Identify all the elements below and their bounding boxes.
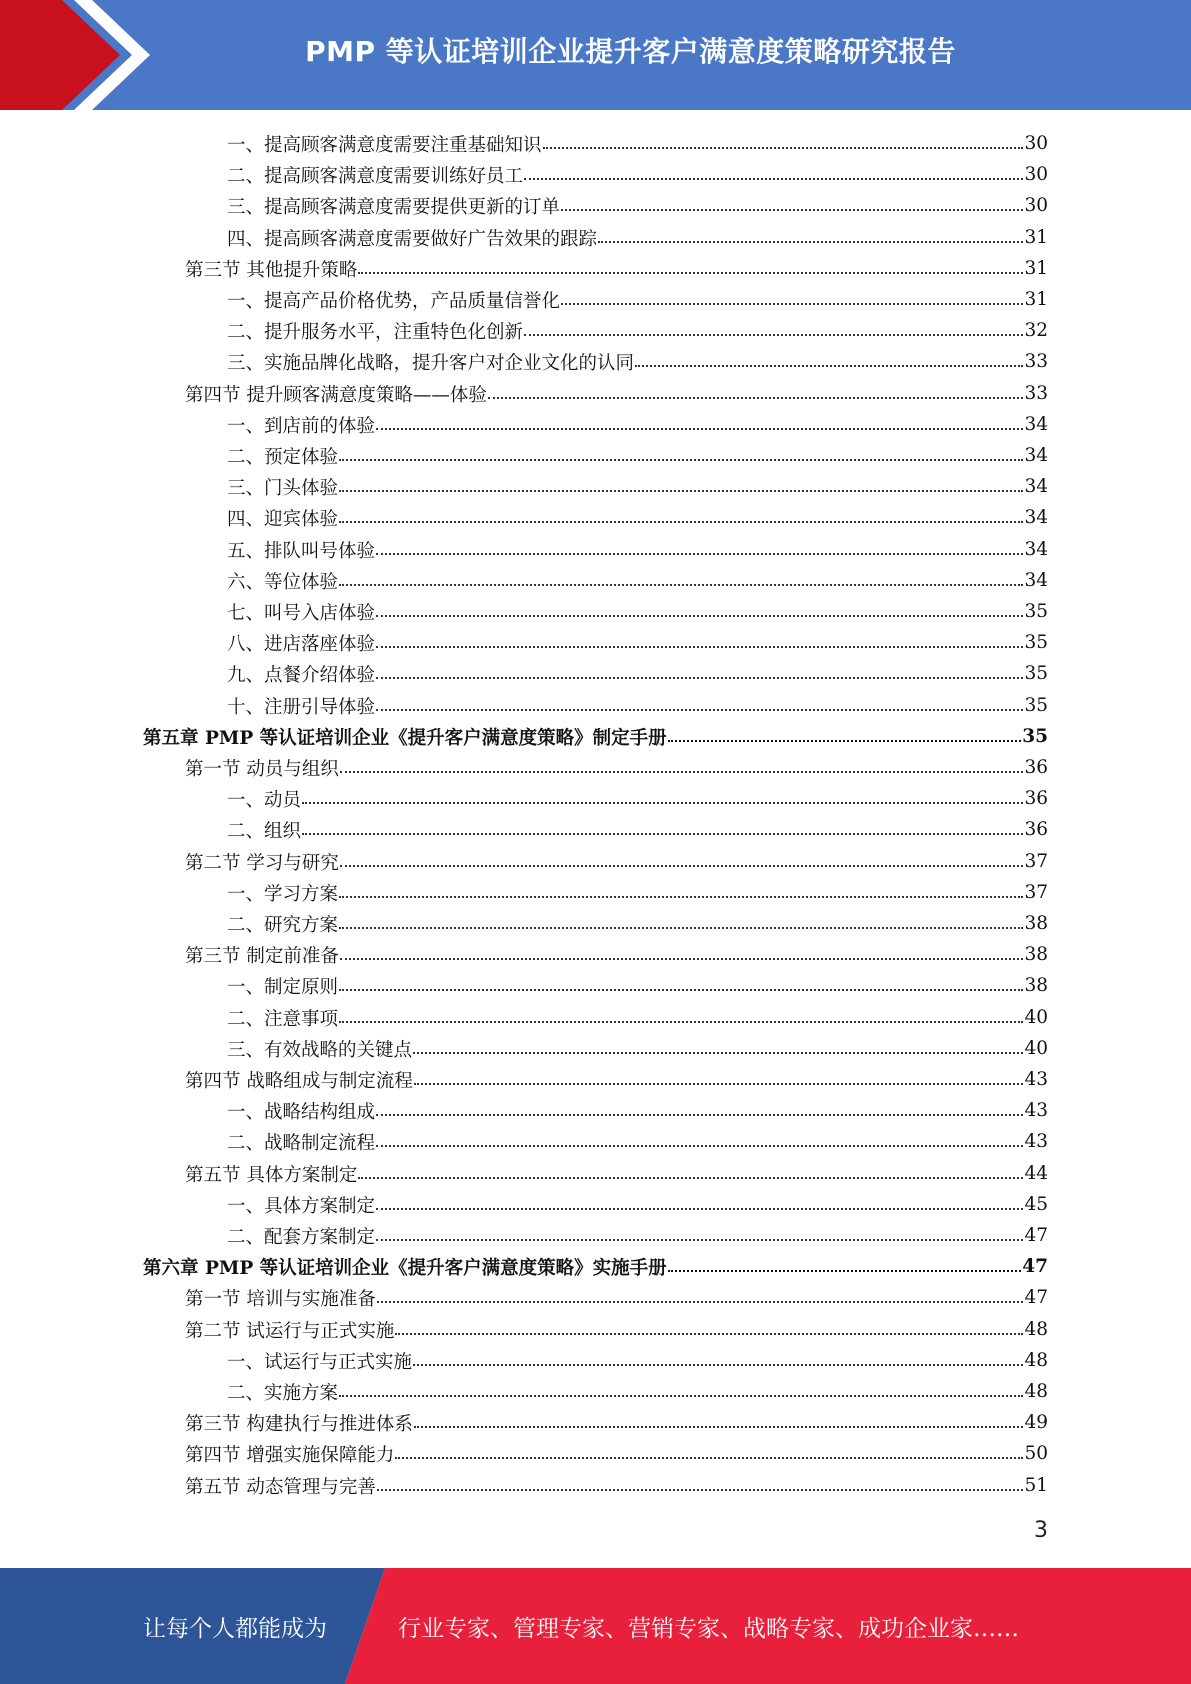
toc-dot-leader (413, 1364, 1023, 1366)
toc-dot-leader (376, 553, 1023, 555)
toc-entry-page: 48 (1024, 1381, 1048, 1402)
toc-entry[interactable] (227, 1220, 1048, 1251)
toc-entry-title: 第六章 PMP 等认证培训企业《提升客户满意度策略》实施手册 (143, 1257, 667, 1279)
toc-entry[interactable] (227, 690, 1048, 721)
toc-entry[interactable] (185, 1064, 1048, 1095)
toc-dot-leader (302, 833, 1023, 835)
toc-dot-leader (339, 896, 1023, 898)
page-footer (0, 1568, 1191, 1684)
toc-entry[interactable] (227, 1345, 1048, 1376)
toc-entry[interactable] (227, 534, 1048, 565)
toc-entry[interactable] (227, 596, 1048, 627)
toc-entry-page: 40 (1024, 1038, 1048, 1059)
toc-entry-page: 48 (1024, 1319, 1048, 1340)
toc-dot-leader (339, 1021, 1023, 1023)
toc-entry-title: 第二节 学习与研究 (185, 852, 339, 874)
toc-entry-title: 七、叫号入店体验 (227, 602, 376, 624)
toc-entry-title: 二、注意事项 (227, 1008, 339, 1030)
toc-entry[interactable] (227, 471, 1048, 502)
toc-dot-leader (524, 178, 1023, 180)
toc-dot-leader (414, 1426, 1024, 1428)
toc-dot-leader (376, 1114, 1023, 1116)
toc-entry[interactable] (185, 1314, 1048, 1345)
toc-entry-title: 第五章 PMP 等认证培训企业《提升客户满意度策略》制定手册 (143, 727, 667, 749)
toc-entry-page: 38 (1024, 944, 1048, 965)
toc-entry-title: 二、提升服务水平，注重特色化创新 (227, 321, 524, 343)
toc-entry-page: 32 (1024, 320, 1048, 341)
toc-entry-page: 35 (1024, 601, 1048, 622)
toc-entry-page: 34 (1024, 570, 1048, 591)
toc-entry-title: 第五节 具体方案制定 (185, 1164, 358, 1186)
toc-entry-page: 43 (1024, 1100, 1048, 1121)
toc-entry-title: 第二节 试运行与正式实施 (185, 1320, 395, 1342)
toc-entry-title: 一、学习方案 (227, 883, 339, 905)
toc-entry[interactable] (185, 1282, 1048, 1313)
toc-entry[interactable] (227, 658, 1048, 689)
toc-entry[interactable] (227, 908, 1048, 939)
toc-entry-page: 34 (1024, 539, 1048, 560)
toc-entry-page: 36 (1024, 757, 1048, 778)
toc-entry[interactable] (185, 752, 1048, 783)
toc-entry[interactable] (227, 1189, 1048, 1220)
toc-entry-title: 一、具体方案制定 (227, 1195, 376, 1217)
toc-entry[interactable] (227, 1376, 1048, 1407)
toc-entry-page: 34 (1024, 507, 1048, 528)
toc-entry-title: 第五节 动态管理与完善 (185, 1476, 376, 1498)
toc-entry[interactable] (227, 409, 1048, 440)
toc-entry[interactable] (227, 128, 1048, 159)
toc-entry-page: 35 (1022, 726, 1048, 747)
toc-entry-page: 35 (1024, 695, 1048, 716)
toc-entry[interactable] (185, 846, 1048, 877)
toc-entry[interactable] (143, 721, 1048, 752)
toc-entry-page: 31 (1024, 258, 1048, 279)
toc-entry-title: 二、战略制定流程 (227, 1132, 376, 1154)
toc-dot-leader (598, 241, 1023, 243)
toc-entry[interactable] (227, 1126, 1048, 1157)
toc-entry-title: 一、到店前的体验 (227, 415, 376, 437)
toc-entry[interactable] (227, 627, 1048, 658)
toc-dot-leader (376, 1145, 1023, 1147)
toc-entry-page: 40 (1024, 1007, 1048, 1028)
toc-dot-leader (339, 490, 1023, 492)
toc-entry-title: 四、提高顾客满意度需要做好广告效果的跟踪 (227, 228, 598, 250)
toc-entry-page: 43 (1024, 1069, 1048, 1090)
toc-entry-title: 第四节 增强实施保障能力 (185, 1444, 395, 1466)
toc-entry[interactable] (227, 814, 1048, 845)
toc-entry-title: 一、提高顾客满意度需要注重基础知识 (227, 134, 542, 156)
toc-entry-page: 36 (1024, 819, 1048, 840)
toc-entry-page: 35 (1024, 663, 1048, 684)
toc-entry-page: 51 (1024, 1475, 1048, 1496)
toc-dot-leader (395, 1333, 1023, 1335)
toc-entry[interactable] (227, 440, 1048, 471)
toc-dot-leader (376, 615, 1023, 617)
toc-dot-leader (376, 1239, 1023, 1241)
toc-entry-title: 四、迎宾体验 (227, 508, 339, 530)
toc-dot-leader (376, 709, 1023, 711)
toc-entry-title: 三、有效战略的关键点 (227, 1039, 413, 1061)
toc-entry[interactable] (227, 970, 1048, 1001)
toc-dot-leader (339, 1395, 1023, 1397)
toc-entry-page: 33 (1024, 383, 1048, 404)
toc-entry[interactable] (185, 1158, 1048, 1189)
toc-dot-leader (413, 1052, 1023, 1054)
toc-dot-leader (339, 459, 1023, 461)
toc-entry[interactable] (227, 877, 1048, 908)
toc-entry[interactable] (185, 939, 1048, 970)
toc-entry[interactable] (185, 253, 1048, 284)
toc-dot-leader (339, 989, 1023, 991)
toc-entry-page: 31 (1024, 289, 1048, 310)
toc-entry-title: 一、动员 (227, 789, 302, 811)
toc-entry[interactable] (185, 378, 1048, 409)
toc-dot-leader (376, 646, 1023, 648)
toc-entry[interactable] (227, 159, 1048, 190)
toc-entry-title: 五、排队叫号体验 (227, 540, 376, 562)
toc-entry-page: 38 (1024, 975, 1048, 996)
toc-dot-leader (543, 147, 1024, 149)
toc-entry-title: 一、试运行与正式实施 (227, 1351, 413, 1373)
toc-entry-page: 33 (1024, 351, 1048, 372)
toc-dot-leader (339, 584, 1023, 586)
toc-entry[interactable] (227, 565, 1048, 596)
toc-dot-leader (302, 802, 1023, 804)
toc-entry-title: 第三节 构建执行与推进体系 (185, 1413, 413, 1435)
toc-dot-leader (561, 209, 1023, 211)
footer-slogan-right: 行业专家、管理专家、营销专家、战略专家、成功企业家…… (398, 1615, 1019, 1642)
toc-entry[interactable] (227, 222, 1048, 253)
toc-dot-leader (561, 303, 1023, 305)
toc-entry[interactable] (227, 315, 1048, 346)
document-title: PMP 等认证培训企业提升客户满意度策略研究报告 (305, 35, 956, 68)
toc-entry-page: 30 (1024, 195, 1048, 216)
toc-dot-leader (635, 365, 1023, 367)
toc-dot-leader (340, 865, 1024, 867)
toc-entry-title: 二、实施方案 (227, 1382, 339, 1404)
toc-entry-page: 45 (1024, 1194, 1048, 1215)
toc-entry-title: 二、配套方案制定 (227, 1226, 376, 1248)
toc-entry-title: 二、预定体验 (227, 446, 339, 468)
toc-dot-leader (668, 740, 1022, 742)
toc-dot-leader (339, 521, 1023, 523)
toc-entry-title: 二、组织 (227, 820, 302, 842)
toc-entry-title: 六、等位体验 (227, 571, 339, 593)
toc-entry[interactable] (185, 1438, 1048, 1469)
toc-dot-leader (339, 927, 1023, 929)
toc-entry[interactable] (227, 1033, 1048, 1064)
toc-entry-page: 30 (1024, 164, 1048, 185)
toc-dot-leader (414, 1083, 1024, 1085)
toc-entry-page: 50 (1024, 1443, 1048, 1464)
toc-entry-title: 八、进店落座体验 (227, 633, 376, 655)
toc-entry-page: 38 (1024, 913, 1048, 934)
toc-entry[interactable] (227, 1002, 1048, 1033)
toc-entry-page: 49 (1024, 1412, 1048, 1433)
toc-entry-title: 十、注册引导体验 (227, 696, 376, 718)
toc-entry[interactable] (227, 346, 1048, 377)
toc-dot-leader (376, 1208, 1023, 1210)
page-header (0, 0, 1191, 110)
toc-entry-title: 第三节 其他提升策略 (185, 259, 358, 281)
toc-entry[interactable] (227, 783, 1048, 814)
toc-entry-page: 47 (1022, 1256, 1048, 1277)
toc-entry[interactable] (185, 1407, 1048, 1438)
toc-dot-leader (340, 958, 1024, 960)
toc-entry[interactable] (227, 502, 1048, 533)
toc-entry[interactable] (143, 1251, 1048, 1282)
toc-entry-page: 37 (1024, 851, 1048, 872)
toc-entry-title: 一、战略结构组成 (227, 1101, 376, 1123)
toc-entry-title: 九、点餐介绍体验 (227, 664, 376, 686)
toc-entry-title: 二、研究方案 (227, 914, 339, 936)
toc-entry-page: 48 (1024, 1350, 1048, 1371)
page-number: 3 (1034, 1518, 1048, 1543)
toc-entry-title: 三、实施品牌化战略，提升客户对企业文化的认同 (227, 352, 635, 374)
toc-entry-title: 第四节 提升顾客满意度策略——体验 (185, 384, 487, 406)
toc-entry-title: 一、制定原则 (227, 976, 339, 998)
toc-entry-title: 第三节 制定前准备 (185, 945, 339, 967)
footer-slogan-left: 让每个人都能成为 (143, 1615, 327, 1642)
toc-dot-leader (395, 1457, 1023, 1459)
toc-entry-title: 第一节 动员与组织 (185, 758, 339, 780)
toc-entry-page: 34 (1024, 445, 1048, 466)
toc-entry-page: 35 (1024, 632, 1048, 653)
toc-entry-page: 47 (1024, 1287, 1048, 1308)
toc-dot-leader (358, 1177, 1023, 1179)
toc-entry-page: 30 (1024, 133, 1048, 154)
toc-entry-page: 34 (1024, 476, 1048, 497)
toc-entry-title: 一、提高产品价格优势，产品质量信誉化 (227, 290, 561, 312)
toc-dot-leader (488, 397, 1024, 399)
toc-dot-leader (524, 334, 1023, 336)
toc-entry-page: 36 (1024, 788, 1048, 809)
toc-entry-title: 第一节 培训与实施准备 (185, 1288, 376, 1310)
toc-dot-leader (377, 1301, 1024, 1303)
toc-dot-leader (376, 428, 1023, 430)
toc-entry-title: 二、提高顾客满意度需要训练好员工 (227, 165, 524, 187)
toc-entry-page: 37 (1024, 882, 1048, 903)
toc-entry-title: 第四节 战略组成与制定流程 (185, 1070, 413, 1092)
toc-entry[interactable] (227, 284, 1048, 315)
toc-entry[interactable] (227, 190, 1048, 221)
toc-entry-title: 三、门头体验 (227, 477, 339, 499)
toc-entry-page: 34 (1024, 414, 1048, 435)
toc-entry-page: 47 (1024, 1225, 1048, 1246)
toc-dot-leader (358, 272, 1023, 274)
toc-dot-leader (668, 1270, 1022, 1272)
toc-entry[interactable] (227, 1095, 1048, 1126)
toc-entry[interactable] (185, 1470, 1048, 1501)
toc-entry-page: 43 (1024, 1131, 1048, 1152)
toc-entry-page: 44 (1024, 1163, 1048, 1184)
toc-dot-leader (340, 771, 1024, 773)
toc-entry-page: 31 (1024, 227, 1048, 248)
toc-dot-leader (376, 677, 1023, 679)
toc-entry-title: 三、提高顾客满意度需要提供更新的订单 (227, 196, 561, 218)
toc-dot-leader (377, 1489, 1024, 1491)
